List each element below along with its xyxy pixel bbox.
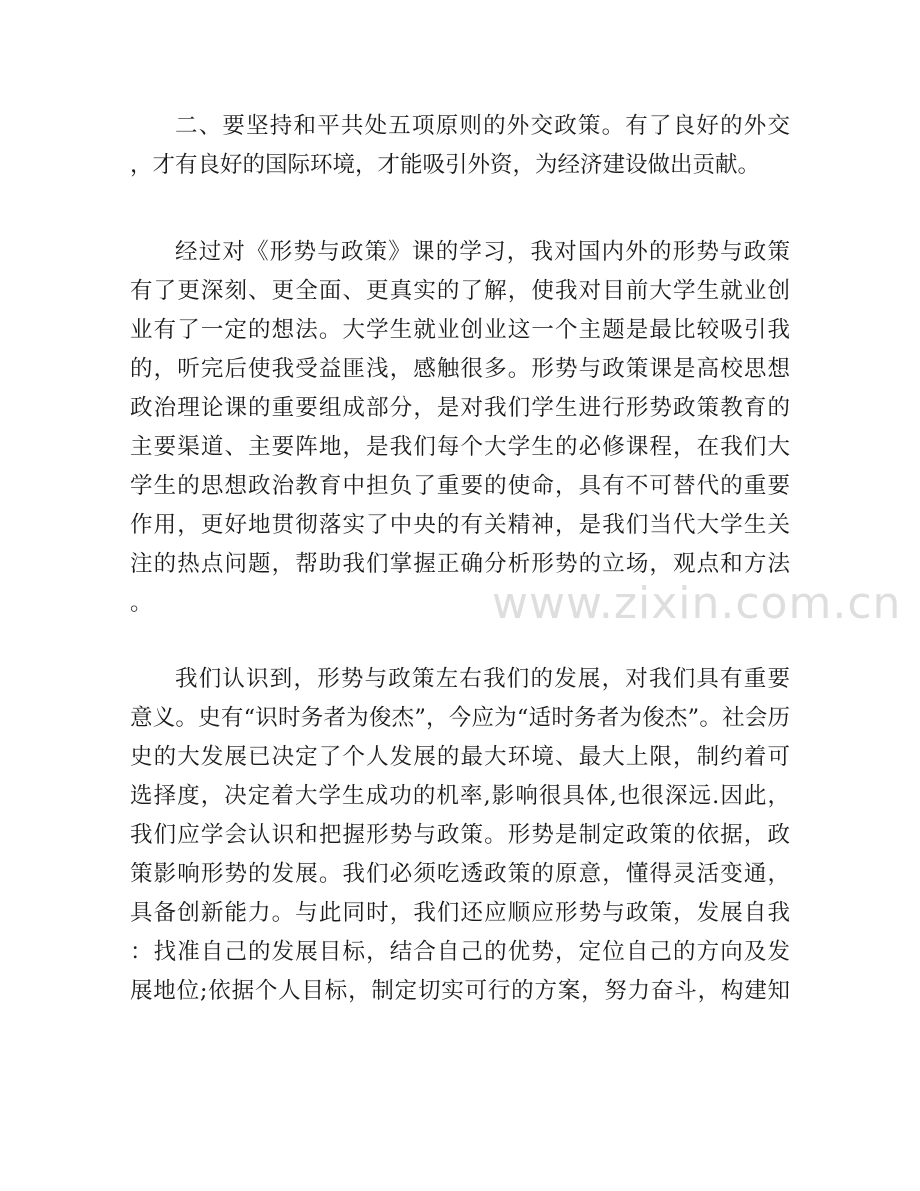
text-line: 具备创新能力。与此同时，我们还应顺应形势与政策，发展自我 — [130, 900, 790, 926]
text-line: 选择度，决定着大学生成功的机率,影响很具体,也很深远.因此， — [130, 783, 790, 809]
text-line: 策影响形势的发展。我们必须吃透政策的原意，懂得灵活变通， — [130, 861, 790, 887]
text-line: 史的大发展已决定了个人发展的最大环境、最大上限，制约着可 — [130, 744, 790, 770]
text-line: 。 — [130, 590, 153, 616]
text-line: 主要渠道、主要阵地，是我们每个大学生的必修课程，在我们大 — [130, 434, 790, 460]
text-line: 经过对《形势与政策》课的学习，我对国内外的形势与政策 — [175, 239, 790, 265]
paragraph-2 — [130, 233, 790, 623]
text-line: 作用，更好地贯彻落实了中央的有关精神，是我们当代大学生关 — [130, 512, 790, 538]
text-line: 业有了一定的想法。大学生就业创业这一个主题是最比较吸引我 — [130, 317, 790, 343]
text-line: 二、要坚持和平共处五项原则的外交政策。有了良好的外交 — [175, 113, 790, 139]
text-line: 意义。史有“识时务者为俊杰”，今应为“适时务者为俊杰”。社会历 — [130, 705, 790, 731]
paragraph-3 — [130, 660, 790, 1011]
text-line: 的，听完后使我受益匪浅，感触很多。形势与政策课是高校思想 — [130, 356, 790, 382]
text-line: 我们认识到，形势与政策左右我们的发展，对我们具有重要 — [175, 666, 790, 692]
text-line: 有了更深刻、更全面、更真实的了解，使我对目前大学生就业创 — [130, 278, 790, 304]
text-line: 政治理论课的重要组成部分，是对我们学生进行形势政策教育的 — [130, 395, 790, 421]
text-line: ，才有良好的国际环境，才能吸引外资，为经济建设做出贡献。 — [130, 152, 761, 178]
text-line: ：找准自己的发展目标，结合自己的优势，定位自己的方向及发 — [130, 939, 790, 965]
text-line: 注的热点问题，帮助我们掌握正确分析形势的立场，观点和方法 — [130, 551, 790, 577]
text-line: 我们应学会认识和把握形势与政策。形势是制定政策的依据，政 — [130, 822, 790, 848]
paragraph-1 — [130, 107, 790, 185]
text-line: 展地位;依据个人目标，制定切实可行的方案，努力奋斗，构建知 — [130, 978, 790, 1004]
watermark: www.zixin.com.cn — [492, 578, 902, 629]
text-line: 学生的思想政治教育中担负了重要的使命，具有不可替代的重要 — [130, 473, 790, 499]
